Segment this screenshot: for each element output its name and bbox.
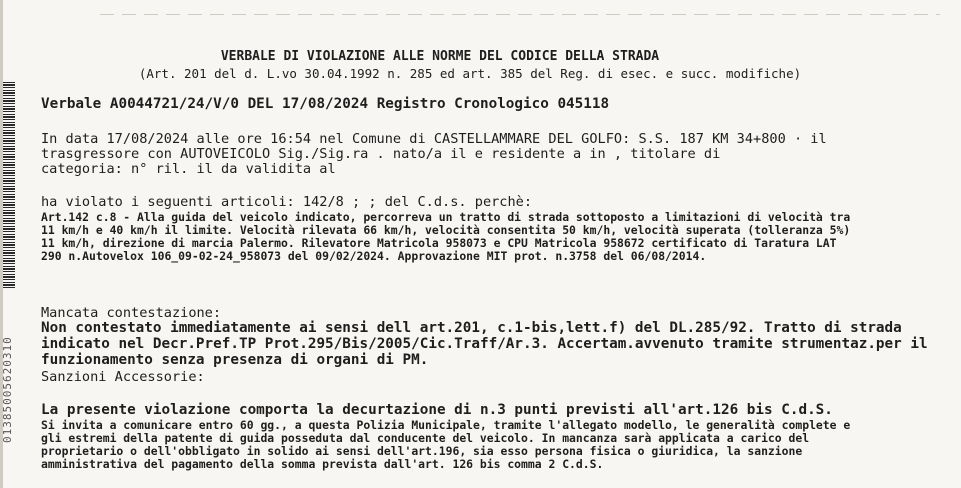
contestazione-line-3: funzionamento senza presenza di organi di PM.: [41, 352, 429, 368]
violation-line-2: 11 km/h e 40 km/h il limite. Velocità rilevata 66 km/h, velocità consentita 50 km/h, velocità superata (tolleranza 5%): [41, 223, 851, 237]
violation-header: ha violato i seguenti articoli: 142/8 ; ; del C.d.s. perchè:: [41, 194, 533, 210]
contestazione-line-1: Non contestato immediatamente ai sensi dell art.201, c.1-bis,lett.f) del DL.285/92. Tratto di strada: [41, 320, 902, 336]
document-subtitle: (Art. 201 del d. L.vo 30.04.1992 n. 285 ed art. 385 del Reg. di esec. e succ. modifiche): [138, 66, 802, 81]
violation-line-4: 290 n.Autovelox 106_09-02-24_958073 del 09/02/2024. Approvazione MIT prot. n.3758 del 06/08/2014.: [41, 249, 707, 263]
barcode: [3, 82, 15, 290]
perforation-line: [100, 14, 940, 15]
punti-line-2: gli estremi della patente di guida posseduta dal conducente del veicolo. In mancanza sarà applicata a carico del: [41, 431, 810, 445]
punti-line-4: amministrativa del pagamento della somma prevista dall'art. 126 bis comma 2 C.d.S.: [41, 457, 604, 471]
punti-line-3: proprietario o dell'obbligato in solido ai sensi dell'art.196, sia esso persona fisica o giuridica, la sanzione: [41, 444, 803, 458]
intro-line-1: In data 17/08/2024 alle ore 16:54 nel Comune di CASTELLAMMARE DEL GOLFO: S.S. 187 KM 34+800 · il: [41, 131, 827, 147]
intro-line-3: categoria: n° ril. il da validita al: [41, 161, 336, 177]
barcode-number: 01385005620310: [1, 336, 14, 444]
sanzioni-label: Sanzioni Accessorie:: [41, 369, 205, 385]
violation-line-1: Art.142 c.8 - Alla guida del veicolo indicato, percorreva un tratto di strada sottoposto a limitazioni di velocità tra: [41, 210, 851, 224]
verbale-line: Verbale A0044721/24/V/0 DEL 17/08/2024 Registro Cronologico 045118: [41, 96, 610, 112]
document-title: VERBALE DI VIOLAZIONE ALLE NORME DEL CODICE DELLA STRADA: [220, 49, 660, 64]
violation-line-3: 11 km/h, direzione di marcia Palermo. Rilevatore Matricola 958073 e CPU Matricola 958672 certificato di Taratura LAT: [41, 236, 837, 250]
contestazione-label: Mancata contestazione:: [41, 305, 222, 321]
contestazione-line-2: indicato nel Decr.Pref.TP Prot.295/Bis/2005/Cic.Traff/Ar.3. Accertam.avvenuto tramite strumentaz.per il: [41, 336, 928, 352]
punti-header: La presente violazione comporta la decurtazione di n.3 punti previsti all'art.126 bis C.d.S.: [41, 402, 833, 418]
punti-line-1: Si invita a comunicare entro 60 gg., a questa Polizia Municipale, tramite l'allegato modello, le generalità complete e: [41, 418, 851, 432]
intro-line-2: trasgressore con AUTOVEICOLO Sig./Sig.ra . nato/a il e residente a in , titolare di: [41, 146, 721, 162]
